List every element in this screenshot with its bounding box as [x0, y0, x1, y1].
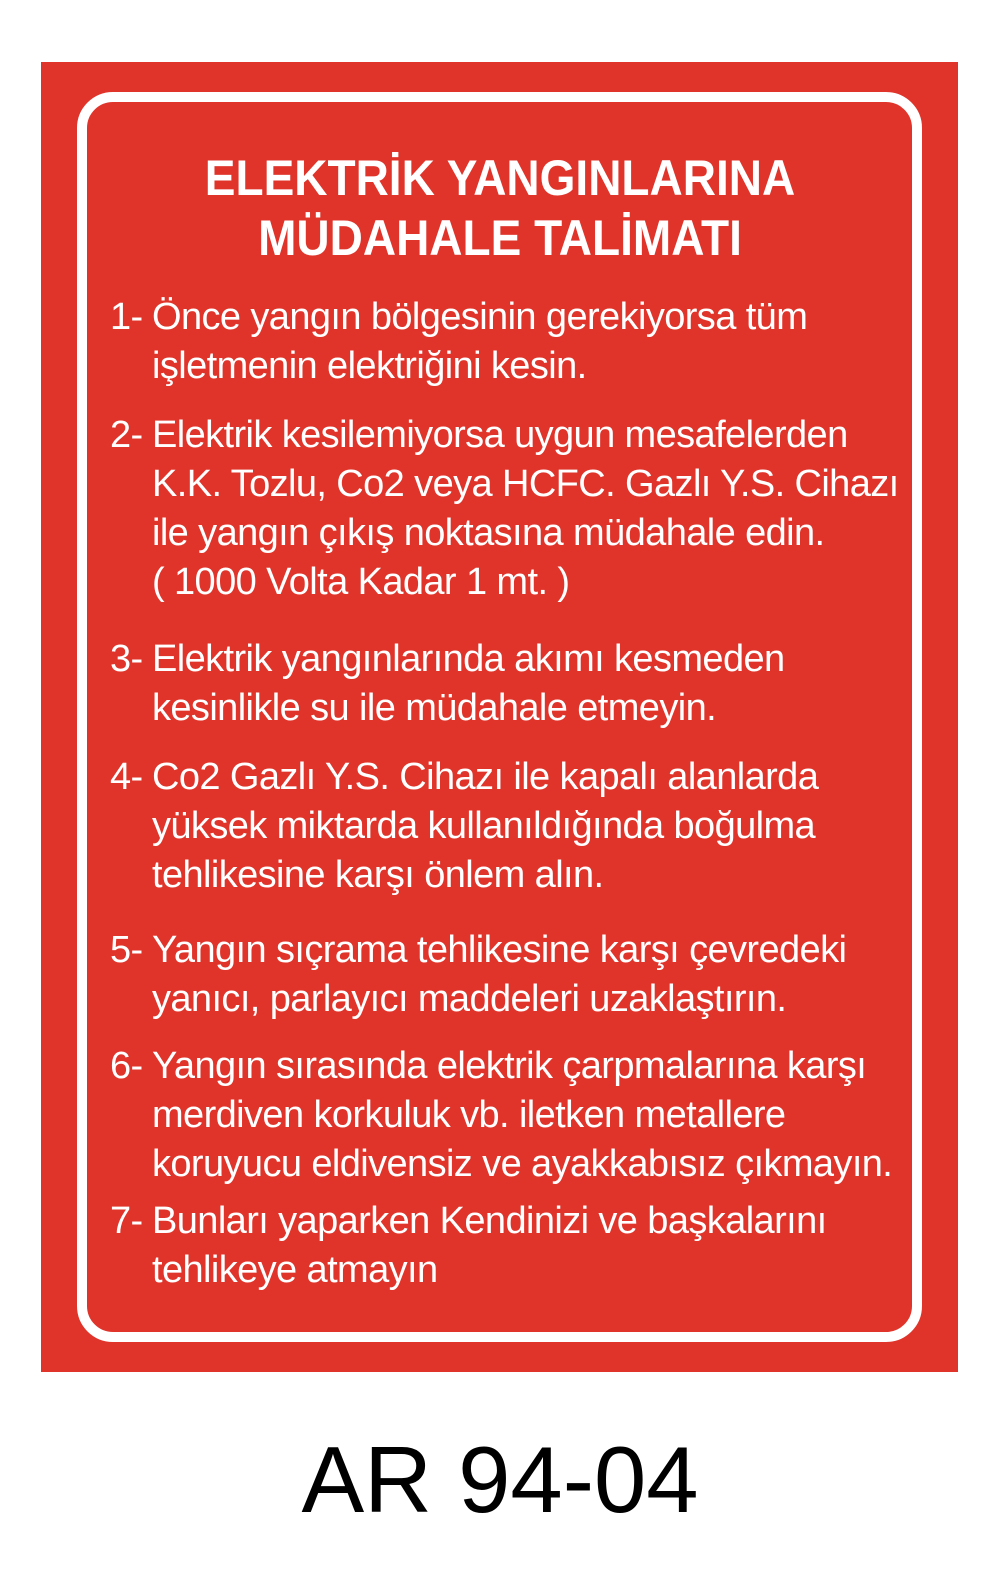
item-line: tehlikeye atmayın	[152, 1249, 438, 1291]
sign-title	[40, 148, 960, 268]
instruction-item-6	[110, 1042, 910, 1189]
product-code: AR 94-04	[301, 1427, 699, 1532]
item-line: ile yangın çıkış noktasına müdahale edin.	[152, 512, 825, 554]
item-line: işletmenin elektriğini kesin.	[152, 345, 587, 387]
item-line: Elektrik kesilemiyorsa uygun mesafelerden	[152, 414, 848, 456]
item-number: 7-	[110, 1200, 143, 1242]
item-line: ( 1000 Volta Kadar 1 mt. )	[152, 561, 570, 603]
item-number: 5-	[110, 929, 143, 971]
item-number: 6-	[110, 1045, 143, 1087]
item-line: Bunları yaparken Kendinizi ve başkalarını	[152, 1200, 827, 1242]
item-line: kesinlikle su ile müdahale etmeyin.	[152, 687, 717, 729]
item-number: 1-	[110, 296, 143, 338]
instruction-item-4	[110, 753, 910, 900]
item-line: koruyucu eldivensiz ve ayakkabısız çıkmayın.	[152, 1143, 893, 1185]
sign-title-line: ELEKTRİK YANGINLARINA	[204, 150, 796, 206]
item-line: K.K. Tozlu, Co2 veya HCFC. Gazlı Y.S. Cihazı	[152, 463, 899, 505]
item-line: yanıcı, parlayıcı maddeleri uzaklaştırın.	[152, 978, 787, 1020]
instruction-item-5	[110, 926, 910, 1024]
sign-title-line: MÜDAHALE TALİMATI	[258, 210, 742, 266]
item-line: Co2 Gazlı Y.S. Cihazı ile kapalı alanlarda	[152, 756, 819, 798]
item-line: Yangın sırasında elektrik çarpmalarına karşı	[152, 1045, 867, 1087]
instruction-item-3	[110, 635, 910, 733]
item-number: 4-	[110, 756, 143, 798]
item-line: Önce yangın bölgesinin gerekiyorsa tüm	[152, 296, 808, 338]
item-line: tehlikesine karşı önlem alın.	[152, 854, 604, 896]
item-number: 2-	[110, 414, 143, 456]
item-line: merdiven korkuluk vb. iletken metallere	[152, 1094, 786, 1136]
instruction-item-7	[110, 1197, 910, 1295]
item-number: 3-	[110, 638, 143, 680]
item-line: Elektrik yangınlarında akımı kesmeden	[152, 638, 785, 680]
instruction-list	[110, 293, 910, 1295]
instruction-item-2	[110, 411, 910, 607]
instruction-item-1	[110, 293, 910, 391]
item-line: Yangın sıçrama tehlikesine karşı çevredeki	[152, 929, 847, 971]
item-line: yüksek miktarda kullanıldığında boğulma	[152, 805, 816, 847]
